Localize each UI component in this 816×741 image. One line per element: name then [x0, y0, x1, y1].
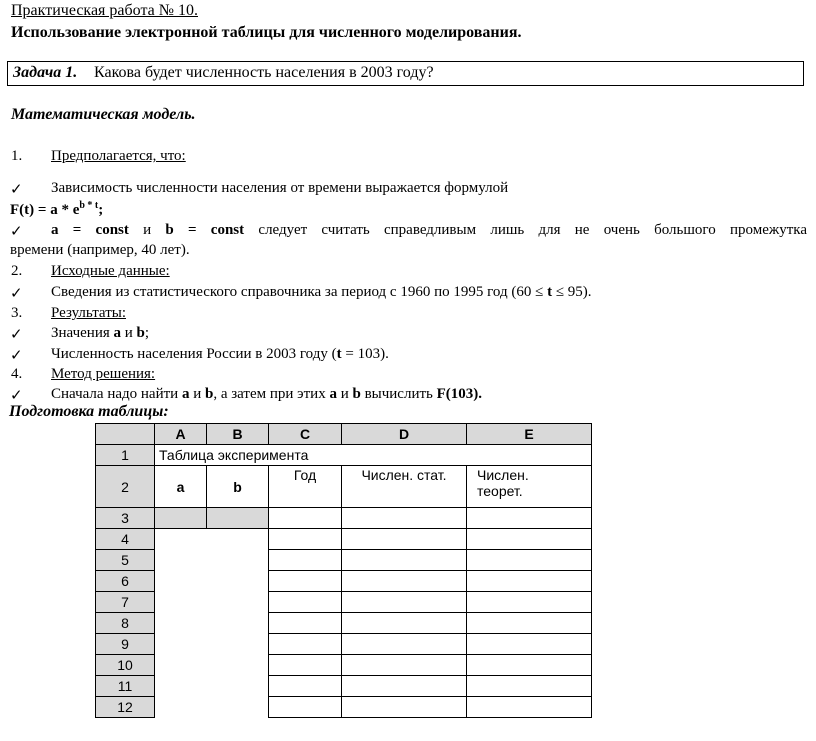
var-t: t: [336, 346, 342, 362]
section-2-item-1: [51, 284, 592, 301]
row-header[interactable]: 1: [96, 445, 155, 466]
text-part: и: [121, 325, 137, 341]
table-cell[interactable]: [467, 571, 592, 592]
var-b: b: [352, 386, 361, 402]
table-title-cell[interactable]: Таблица эксперимента: [155, 445, 592, 466]
table-cell[interactable]: [467, 676, 592, 697]
table-cell[interactable]: [269, 550, 342, 571]
text-part: Сведения из статистического справочника за период с 1960 по 1995 год (60 ≤: [51, 284, 548, 300]
table-cell[interactable]: [342, 508, 467, 529]
text-part: ≤ 95).: [552, 284, 592, 300]
check-icon: ✓: [10, 224, 23, 240]
row-header[interactable]: 10: [96, 655, 155, 676]
column-header-d[interactable]: D: [342, 424, 467, 445]
check-icon: ✓: [10, 327, 23, 343]
table-cell[interactable]: [269, 508, 342, 529]
formula-tail: ;: [98, 202, 104, 218]
section-3-number: 3.: [11, 305, 23, 321]
table-cell[interactable]: [467, 655, 592, 676]
formula-f103: F(103).: [436, 386, 483, 402]
text-part: вычислить: [360, 386, 437, 402]
check-icon: ✓: [10, 182, 23, 198]
row-header[interactable]: 4: [96, 529, 155, 550]
table-row: [96, 508, 592, 529]
table-cell[interactable]: [269, 592, 342, 613]
table-cell[interactable]: [269, 655, 342, 676]
table-cell[interactable]: [467, 592, 592, 613]
formula-lhs: F(t) = a * e: [10, 202, 80, 218]
row-header[interactable]: 11: [96, 676, 155, 697]
table-cell[interactable]: [342, 550, 467, 571]
text-part: , а затем при этих: [213, 386, 330, 402]
column-header-row: [96, 424, 592, 445]
var-a: a: [329, 386, 337, 402]
corner-cell: [96, 424, 155, 445]
cell-year-label[interactable]: Год: [269, 466, 342, 508]
table-cell[interactable]: [269, 613, 342, 634]
table-cell[interactable]: [467, 550, 592, 571]
row-header[interactable]: 2: [96, 466, 155, 508]
table-cell[interactable]: [467, 508, 592, 529]
formula-exponent: b * t: [79, 200, 99, 211]
table-cell[interactable]: [342, 571, 467, 592]
spreadsheet-table: [95, 423, 592, 718]
section-4-item-1: [51, 386, 482, 403]
cell-b-label[interactable]: b: [207, 466, 269, 508]
var-b: b: [136, 325, 145, 341]
check-icon: ✓: [10, 348, 23, 364]
section-1-number: 1.: [11, 148, 23, 164]
page-subtitle: Использование электронной таблицы для численного моделирования.: [11, 24, 522, 41]
column-header-b[interactable]: B: [207, 424, 269, 445]
table-cell[interactable]: [342, 697, 467, 718]
row-header[interactable]: 6: [96, 571, 155, 592]
var-t: t: [547, 284, 553, 300]
table-cell[interactable]: [269, 697, 342, 718]
check-icon: ✓: [10, 286, 23, 302]
section-1-title: Предполагается, что:: [51, 148, 186, 164]
text-part: = 103).: [341, 346, 389, 362]
prep-heading: Подготовка таблицы:: [9, 403, 169, 420]
table-cell[interactable]: [467, 613, 592, 634]
text-part: и: [336, 386, 353, 402]
table-row: [96, 529, 592, 550]
cell-theor-label[interactable]: [467, 466, 592, 508]
blank-area[interactable]: [155, 529, 269, 718]
var-a: a: [113, 325, 122, 341]
task-text: Какова будет численность населения в 2003 году?: [94, 64, 434, 81]
item-rest: следует считать справедливым лишь для не очень большого промежутка: [244, 222, 807, 238]
table-cell[interactable]: [155, 508, 207, 529]
section-1-item-1: Зависимость численности населения от времени выражается формулой: [51, 180, 509, 196]
task-box: [7, 61, 804, 86]
const-b: b = const: [165, 222, 245, 238]
formula: [10, 200, 103, 219]
row-header[interactable]: 7: [96, 592, 155, 613]
var-b: b: [204, 386, 214, 402]
section-2-title: Исходные данные:: [51, 263, 170, 279]
text-part: Численность населения России в 2003 году (: [51, 346, 337, 362]
section-1-item-2-line-1: [51, 222, 807, 239]
table-cell[interactable]: [342, 529, 467, 550]
table-cell[interactable]: [269, 529, 342, 550]
table-cell[interactable]: [269, 676, 342, 697]
page-title: Практическая работа № 10.: [11, 2, 198, 19]
table-cell[interactable]: [342, 592, 467, 613]
row-header[interactable]: 3: [96, 508, 155, 529]
section-3-item-2: [51, 346, 389, 363]
row-header[interactable]: 12: [96, 697, 155, 718]
row-header[interactable]: 9: [96, 634, 155, 655]
text-part: ;: [144, 325, 150, 341]
table-cell[interactable]: [269, 571, 342, 592]
text-part: и: [189, 386, 205, 402]
cell-theor-line1: Числен.: [477, 467, 529, 483]
row-header[interactable]: 5: [96, 550, 155, 571]
section-2-number: 2.: [11, 263, 23, 279]
cell-a-label[interactable]: a: [155, 466, 207, 508]
section-4-number: 4.: [11, 366, 23, 382]
table-row: [96, 466, 592, 508]
section-1-item-2-line-2: времени (например, 40 лет).: [10, 242, 190, 258]
table-cell[interactable]: [467, 529, 592, 550]
table-cell[interactable]: [342, 634, 467, 655]
table-cell[interactable]: [467, 634, 592, 655]
column-header-c[interactable]: C: [269, 424, 342, 445]
check-icon: ✓: [10, 388, 23, 404]
table-cell[interactable]: [342, 613, 467, 634]
table-cell[interactable]: [207, 508, 269, 529]
and-word: и: [128, 222, 166, 238]
const-a: a = const: [51, 222, 129, 238]
table-cell[interactable]: [467, 697, 592, 718]
table-row: [96, 445, 592, 466]
table-cell[interactable]: [342, 655, 467, 676]
column-header-e[interactable]: E: [467, 424, 592, 445]
column-header-a[interactable]: A: [155, 424, 207, 445]
section-4-title: Метод решения:: [51, 366, 156, 382]
text-part: Значения: [51, 325, 114, 341]
text-part: Сначала надо найти: [51, 386, 182, 402]
var-a: a: [181, 386, 190, 402]
section-3-title: Результаты:: [51, 305, 126, 321]
cell-theor-line2: теорет.: [477, 483, 523, 499]
section-3-item-1: [51, 325, 149, 342]
cell-stat-label[interactable]: Числен. стат.: [342, 466, 467, 508]
table-cell[interactable]: [342, 676, 467, 697]
table-cell[interactable]: [269, 634, 342, 655]
row-header[interactable]: 8: [96, 613, 155, 634]
task-label: Задача 1.: [13, 64, 78, 81]
model-heading: Математическая модель.: [11, 106, 196, 123]
